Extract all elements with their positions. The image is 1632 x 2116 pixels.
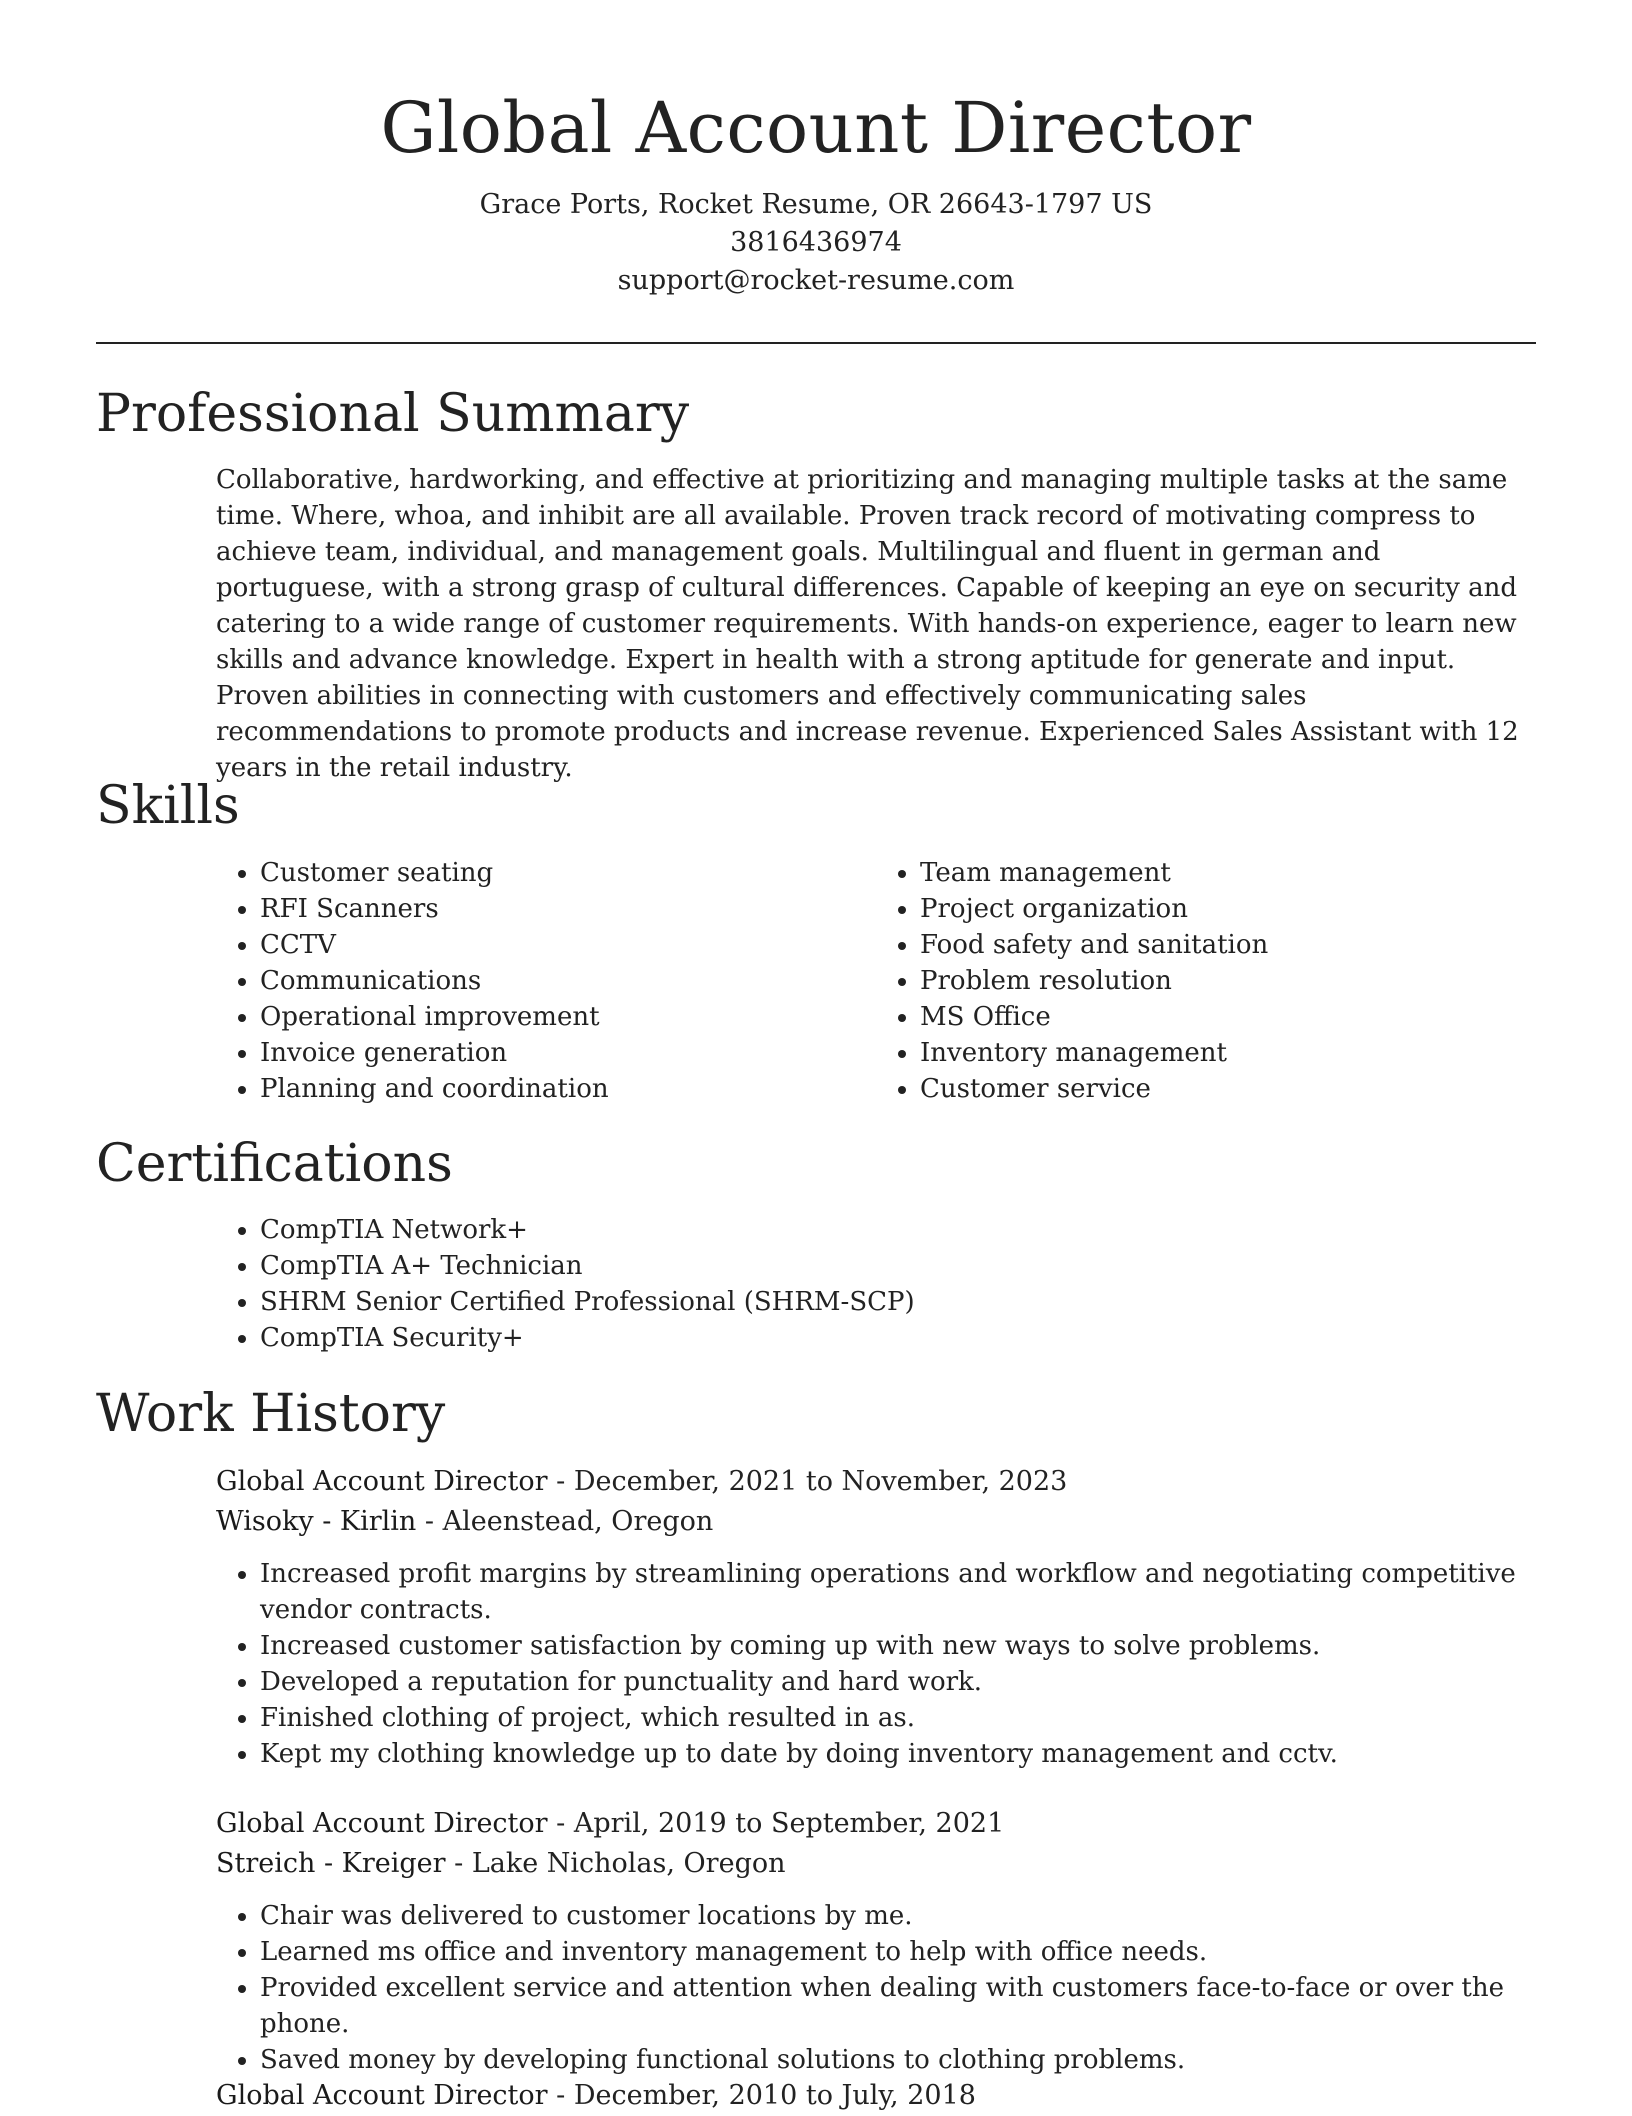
job-title-line: [216, 2076, 1536, 2116]
list-item: • Invoice generation: [260, 1035, 876, 1071]
work-history-heading: Work History: [96, 1384, 446, 1444]
list-item: • Team management: [920, 855, 1536, 891]
list-item: • Provided excellent service and attention when dealing with customers face-to-face or over the phone.: [260, 1970, 1536, 2042]
job-bullets: [216, 1898, 1536, 2078]
contact-info: [0, 186, 1632, 300]
list-item: • Learned ms office and inventory management to help with office needs.: [260, 1934, 1536, 1970]
job-location: - Aleenstead, Oregon: [416, 1506, 714, 1537]
job-location: - Lake Nicholas, Oregon: [445, 1848, 786, 1879]
header-divider: [96, 342, 1536, 344]
job-title: Global Account Director: [216, 2080, 548, 2111]
job-title-line: [216, 1462, 1536, 1502]
list-item: • SHRM Senior Certified Professional (SHRM-SCP): [260, 1284, 1536, 1320]
job-dates: - December, 2010 to July, 2018: [547, 2080, 976, 2111]
list-item: • Inventory management: [920, 1035, 1536, 1071]
list-item: • Chair was delivered to customer locations by me.: [260, 1898, 1536, 1934]
job-dates: - April, 2019 to September, 2021: [547, 1808, 1005, 1839]
list-item: • Increased profit margins by streamlining operations and workflow and negotiating competitive vendor contracts.: [260, 1556, 1536, 1628]
summary-section: [216, 462, 1536, 786]
list-item: • Operational improvement: [260, 999, 876, 1035]
job-title: Global Account Director: [216, 1808, 548, 1839]
list-item: • Customer service: [920, 1071, 1536, 1107]
job-title: Global Account Director: [216, 1466, 548, 1497]
job-dates: - December, 2021 to November, 2023: [547, 1466, 1068, 1497]
job-company: Streich - Kreiger: [216, 1848, 446, 1879]
skills-list: [216, 855, 1536, 1107]
list-item: • Customer seating: [260, 855, 876, 891]
job-company: Wisoky - Kirlin: [216, 1506, 417, 1537]
list-item: • Communications: [260, 963, 876, 999]
contact-phone: 3816436974: [730, 227, 902, 258]
list-item: • Problem resolution: [920, 963, 1536, 999]
certifications-section: [216, 1212, 1536, 1356]
list-item: • CompTIA Security+: [260, 1320, 1536, 1356]
list-item: • Developed a reputation for punctuality and hard work.: [260, 1664, 1536, 1700]
skills-column-left: [216, 855, 876, 1107]
list-item: • Increased customer satisfaction by coming up with new ways to solve problems.: [260, 1628, 1536, 1664]
list-item: • CompTIA Network+: [260, 1212, 1536, 1248]
candidate-title: Global Account Director: [380, 87, 1252, 169]
list-item: • RFI Scanners: [260, 891, 876, 927]
skills-heading: Skills: [96, 776, 240, 836]
contact-email: support@rocket-resume.com: [617, 265, 1015, 296]
summary-text: Collaborative, hardworking, and effective at prioritizing and managing multiple tasks at the same time. Where, whoa, and inhibit are all available. Proven track record of motivating compress to achieve team, individual, and management goals. Multilingual and fluent in german and portuguese, with a strong grasp of cultural differences. Capable of keeping an eye on security and catering to a wide range of customer requirements. With hands-on experience, eager to learn new skills and advance knowledge. Expert in health with a strong aptitude for generate and input. Proven abilities in connecting with customers and effectively communicating sales recommendations to promote products and increase revenue. Experienced Sales Assistant with 12 years in the retail industry.: [216, 465, 1519, 783]
job-company-line: [216, 1502, 1536, 1542]
list-item: • Finished clothing of project, which resulted in as.: [260, 1700, 1536, 1736]
summary-heading: Professional Summary: [96, 384, 690, 444]
list-item: • CompTIA A+ Technician: [260, 1248, 1536, 1284]
job-title-line: [216, 1804, 1536, 1844]
list-item: • Saved money by developing functional solutions to clothing problems.: [260, 2042, 1536, 2078]
list-item: • Project organization: [920, 891, 1536, 927]
list-item: • Planning and coordination: [260, 1071, 876, 1107]
contact-address: Grace Ports, Rocket Resume, OR 26643-1797 US: [479, 189, 1153, 220]
skills-column-right: [876, 855, 1536, 1107]
job-entry: [216, 1804, 1536, 2078]
certifications-list: [216, 1212, 1536, 1356]
job-bullets: [216, 1556, 1536, 1772]
certifications-heading: Certifications: [96, 1134, 453, 1194]
job-entry: [216, 2076, 1536, 2116]
resume-header: [0, 0, 1632, 300]
job-entry: [216, 1462, 1536, 1772]
list-item: • MS Office: [920, 999, 1536, 1035]
list-item: • CCTV: [260, 927, 876, 963]
list-item: • Kept my clothing knowledge up to date by doing inventory management and cctv.: [260, 1736, 1536, 1772]
list-item: • Food safety and sanitation: [920, 927, 1536, 963]
job-company-line: [216, 1844, 1536, 1884]
